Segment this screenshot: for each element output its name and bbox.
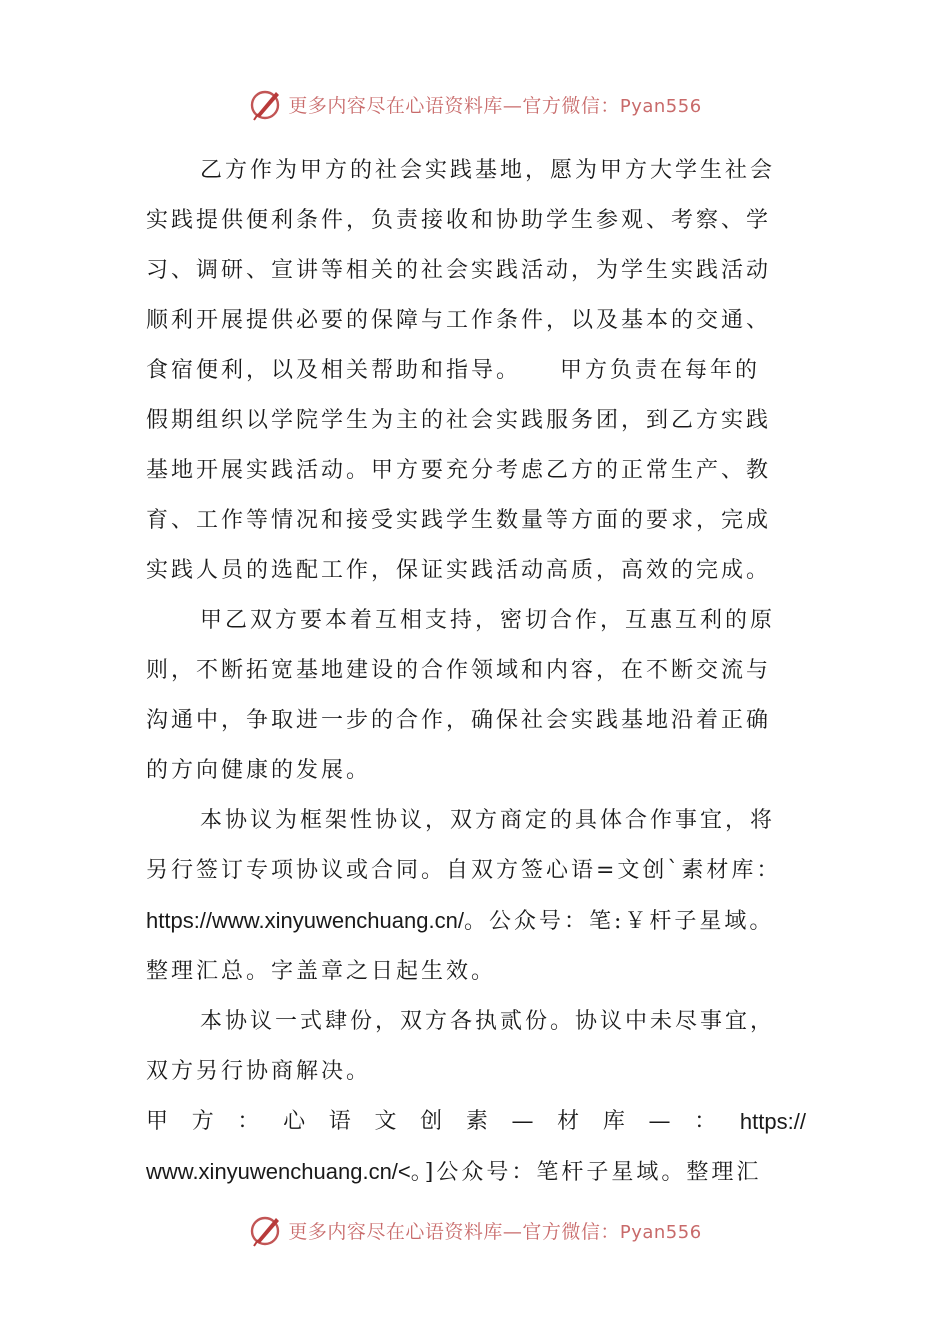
quill-logo-icon bbox=[248, 1212, 284, 1248]
text-line: 乙方作为甲方的社会实践基地，愿为甲方大学生社会 bbox=[200, 158, 776, 183]
quill-logo-icon bbox=[248, 86, 284, 122]
text-line bbox=[146, 1147, 806, 1198]
text-line: 的方向健康的发展。 bbox=[146, 758, 372, 783]
spread-char: — bbox=[511, 1109, 534, 1134]
text-line: 则，不断拓宽基地建设的合作领域和内容，在不断交流与 bbox=[146, 658, 772, 683]
banner-wechat-handle: Pyan556 bbox=[619, 95, 702, 117]
footer-watermark-banner bbox=[0, 1210, 950, 1250]
spread-char: ： bbox=[237, 1109, 260, 1134]
text-line: 基地开展实践活动。甲方要充分考虑乙方的正常生产、教 bbox=[146, 458, 772, 483]
banner-slogan: 更多内容尽在心语资料库—官方微信： bbox=[288, 1220, 620, 1243]
spread-char: 材 bbox=[557, 1109, 580, 1134]
banner-wechat-handle: Pyan556 bbox=[619, 1221, 702, 1243]
text-line: 顺利开展提供必要的保障与工作条件，以及基本的交通、 bbox=[146, 308, 772, 333]
spread-char: 素 bbox=[465, 1109, 488, 1134]
text-fragment: 。公众号：笔:￥杆子星域。 bbox=[463, 909, 775, 934]
text-line: 双方另行协商解决。 bbox=[146, 1059, 372, 1084]
spread-char: 创 bbox=[420, 1109, 443, 1134]
spread-char: 语 bbox=[328, 1109, 351, 1134]
paragraph-3 bbox=[146, 796, 806, 997]
header-watermark-banner bbox=[0, 84, 950, 124]
spread-char: — bbox=[648, 1109, 671, 1134]
text-line: 另行签订专项协议或合同。自双方签心语=文创`素材库： bbox=[146, 858, 782, 883]
banner-text bbox=[288, 91, 701, 118]
text-line: 沟通中，争取进一步的合作，确保社会实践基地沿着正确 bbox=[146, 708, 772, 733]
paragraph-2 bbox=[146, 596, 806, 796]
text-line: 实践提供便利条件，负责接收和协助学生参观、考察、学 bbox=[146, 208, 772, 233]
banner-slogan: 更多内容尽在心语资料库—官方微信： bbox=[288, 94, 620, 117]
paragraph-4 bbox=[146, 997, 806, 1097]
spread-char: 方 bbox=[191, 1109, 214, 1134]
spread-char: 心 bbox=[283, 1109, 306, 1134]
text-line: 整理汇总。字盖章之日起生效。 bbox=[146, 959, 497, 984]
paragraph-1 bbox=[146, 146, 806, 596]
website-url-fragment: https:// bbox=[739, 1109, 806, 1134]
text-line: 习、调研、宣讲等相关的社会实践活动，为学生实践活动 bbox=[146, 258, 772, 283]
text-line: 食宿便利，以及相关帮助和指导。 甲方负责在每年的 bbox=[146, 358, 761, 383]
text-line: 本协议为框架性协议，双方商定的具体合作事宜，将 bbox=[200, 808, 776, 833]
text-line: 实践人员的选配工作，保证实践活动高质，高效的完成。 bbox=[146, 558, 772, 583]
spread-char: ： bbox=[694, 1109, 717, 1134]
text-line bbox=[146, 896, 806, 947]
text-line: 育、工作等情况和接受实践学生数量等方面的要求，完成 bbox=[146, 508, 772, 533]
spread-char: 甲 bbox=[146, 1109, 169, 1134]
text-line: 本协议一式肆份，双方各执贰份。协议中未尽事宜， bbox=[200, 1009, 776, 1034]
banner-text bbox=[288, 1217, 701, 1244]
text-line: 假期组织以学院学生为主的社会实践服务团，到乙方实践 bbox=[146, 408, 772, 433]
text-fragment: 。]公众号：笔杆子星域。整理汇 bbox=[410, 1160, 762, 1185]
website-url: https://www.xinyuwenchuang.cn/ bbox=[146, 908, 464, 933]
spread-char: 库 bbox=[602, 1109, 625, 1134]
party-a-line-2 bbox=[146, 1147, 806, 1198]
spread-char: 文 bbox=[374, 1109, 397, 1134]
text-line: 甲乙双方要本着互相支持，密切合作，互惠互利的原 bbox=[200, 608, 776, 633]
document-body bbox=[146, 146, 806, 1198]
website-url: www.xinyuwenchuang.cn/< bbox=[146, 1159, 411, 1184]
party-a-line bbox=[146, 1097, 806, 1147]
